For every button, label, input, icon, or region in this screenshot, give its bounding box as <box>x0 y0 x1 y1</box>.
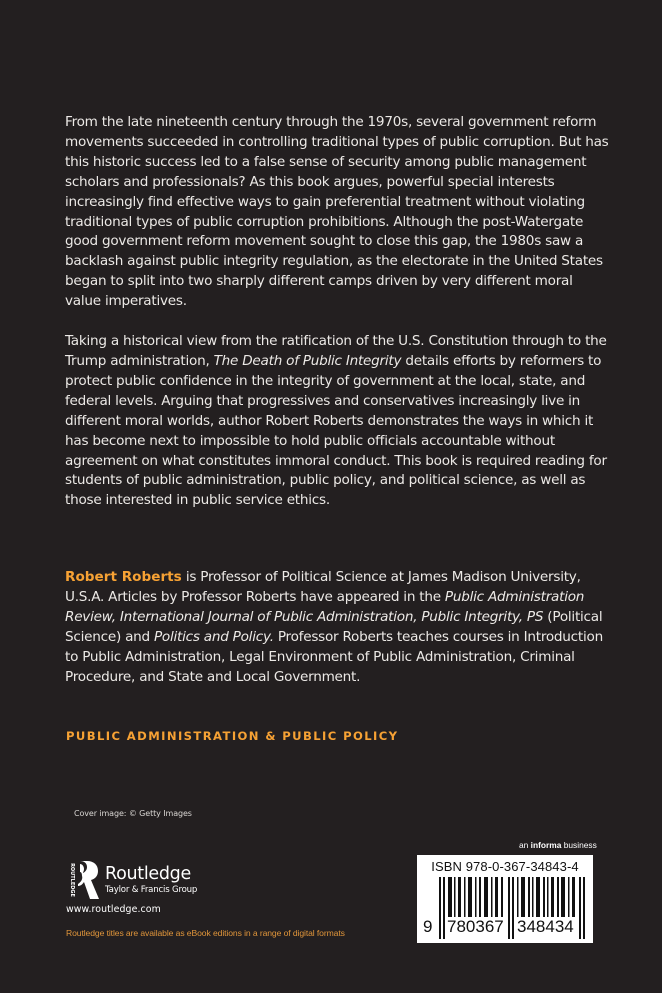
back-cover-blurb <box>65 113 610 531</box>
routledge-r-logo-icon <box>66 860 100 900</box>
author-name: Robert Roberts <box>65 569 182 585</box>
ebook-note: Routledge titles are available as eBook editions in a range of digital formats <box>66 928 345 938</box>
barcode-digits-left: 780367 <box>447 917 504 936</box>
publisher-name: Routledge <box>105 864 191 884</box>
series-label: PUBLIC ADMINISTRATION & PUBLIC POLICY <box>66 729 399 743</box>
isbn-barcode <box>417 855 593 943</box>
publisher-logo <box>66 860 197 900</box>
barcode-digit-first: 9 <box>423 917 433 936</box>
informa-tagline: an informa business <box>519 840 597 850</box>
publisher-website: www.routledge.com <box>66 904 161 915</box>
barcode-digits-right: 348434 <box>517 917 574 936</box>
blurb-paragraph-2: Taking a historical view from the ratification of the U.S. Constitution through to the Trump administration, The Death of Public Integrity details efforts by reformers to protect public confidence in the integrity of government at the local, state, and federal levels. Arguing that progressives and conservatives increasingly live in different moral worlds, author Robert Roberts demonstrates the ways in which it has become next to impossible to hold public officials accountable without agreement on what constitutes immoral conduct. This book is required reading for students of public administration, public policy, and political science, as well as those interested in public service ethics. <box>65 333 607 509</box>
cover-image-credit: Cover image: © Getty Images <box>74 809 192 818</box>
blurb-paragraph-1: From the late nineteenth century through the 1970s, several government reform movements succeeded in controlling traditional types of public corruption. But has this historic success led to a false sense of security among public management scholars and professionals? As this book argues, powerful special interests increasingly find effective ways to gain preferential treatment without violating traditional types of public corruption prohibitions. Although the post-Watergate good government reform movement sought to close this gap, the 1980s saw a backlash against public integrity regulation, as the electorate in the United States began to split into two sharply different camps driven by very different moral value imperatives. <box>65 114 609 310</box>
author-bio: Robert Roberts is Professor of Political Science at James Madison University, U.S.A. Articles by Professor Roberts have appeared in the Public Administration Review, International Journal of Public Administration, Public Integrity, PS (Political Science) and Politics and Policy. Professor Roberts teaches courses in Introduction to Public Administration, Legal Environment of Public Administration, Criminal Procedure, and State and Local Government. <box>65 569 603 685</box>
publisher-group: Taylor & Francis Group <box>105 885 198 895</box>
book-title: The Death of Public Integrity <box>213 352 402 369</box>
svg-text:ROUTLEDGE: ROUTLEDGE <box>69 863 75 897</box>
isbn-label: ISBN 978-0-367-34843-4 <box>431 859 579 874</box>
